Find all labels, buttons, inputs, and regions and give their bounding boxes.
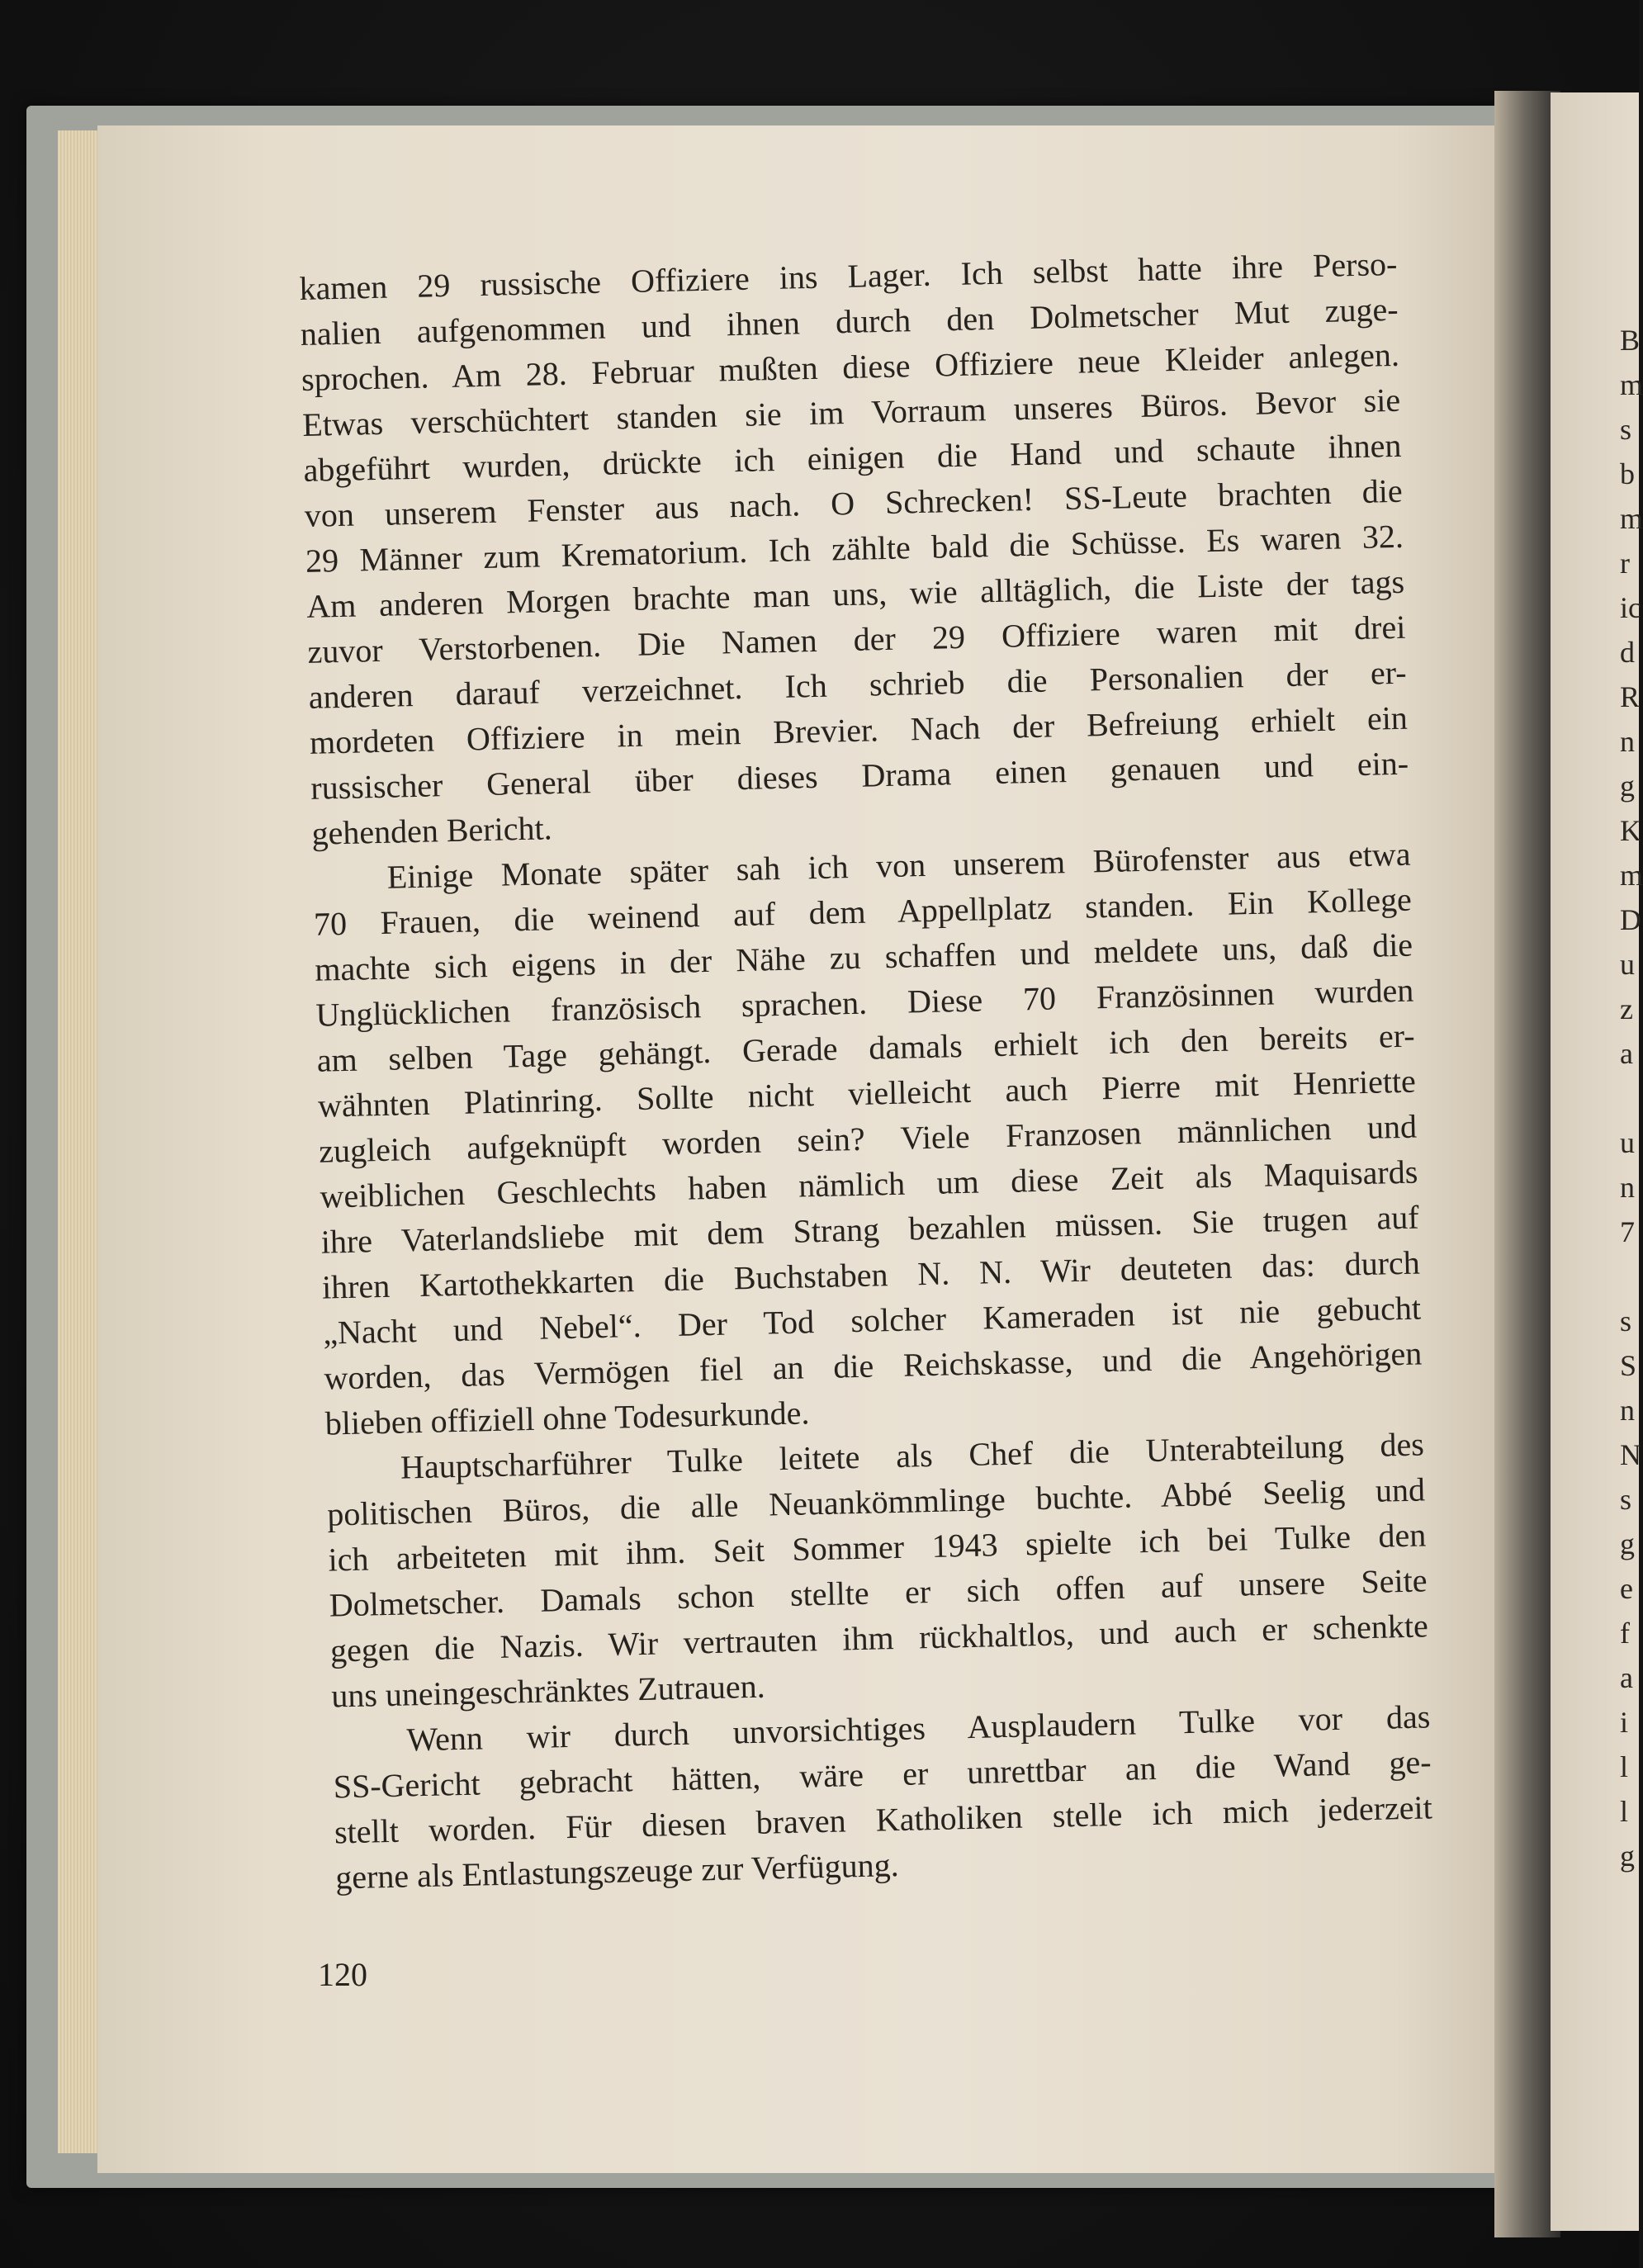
text-line: Hauptscharführer Tulke leitete als Chef die Unterabteilung des: [400, 1425, 1425, 1486]
facing-page-letter: l: [1620, 1750, 1629, 1783]
facing-page-letter: g: [1620, 1839, 1635, 1873]
text-line: zuvor Verstorbenen. Die Namen der 29 Offiziere waren mit drei: [307, 608, 1406, 670]
text-line: machte sich eigens in der Nähe zu schaffen und meldete uns, daß die: [314, 926, 1413, 988]
text-line: politischen Büros, die alle Neuankömmlinge buchte. Abbé Seelig und: [326, 1470, 1426, 1533]
facing-page-letter: B: [1620, 324, 1641, 357]
text-line: Etwas verschüchtert standen sie im Vorraum unseres Büros. Bevor sie: [301, 381, 1401, 443]
facing-page-letter: N: [1620, 1438, 1641, 1471]
text-line: Unglücklichen französisch sprachen. Diese 70 Französinnen wurden: [315, 971, 1414, 1034]
text-line: 29 Männer zum Krematorium. Ich zählte bald die Schüsse. Es waren 32.: [305, 517, 1404, 580]
text-line: Dolmetscher. Damals schon stellte er sich offen auf unsere Seite: [329, 1561, 1428, 1624]
facing-page-letter: m: [1620, 859, 1643, 892]
text-line: Am anderen Morgen brachte man uns, wie alltäglich, die Liste der tags: [305, 562, 1405, 625]
facing-page-letter: R: [1620, 680, 1641, 713]
text-line: ihre Vaterlandsliebe mit dem Strang bezahlen müssen. Sie trugen auf: [320, 1198, 1419, 1261]
facing-page-letter: g: [1620, 769, 1635, 803]
facing-page-letter: n: [1620, 725, 1635, 758]
text-line: wähnten Platinring. Sollte nicht vielleicht auch Pierre mit Henriette: [317, 1062, 1417, 1125]
facing-page-letter: s: [1620, 1483, 1632, 1516]
facing-page-letter: n: [1620, 1394, 1635, 1427]
facing-page-letter: a: [1620, 1661, 1633, 1694]
facing-page-letter: s: [1620, 1304, 1632, 1338]
text-line: kamen 29 russische Offiziere ins Lager. Ich selbst hatte ihre Perso-: [299, 244, 1398, 307]
text-line: weiblichen Geschlechts haben nämlich um diese Zeit als Maquisards: [320, 1153, 1418, 1215]
body-text: [299, 241, 1434, 1901]
facing-page-letter: [1620, 1076, 1639, 1120]
text-line: uns uneingeschränktes Zutrauen.: [330, 1667, 766, 1715]
text-line: anderen darauf verzeichnet. Ich schrieb die Personalien der er-: [308, 653, 1408, 716]
text-line: mordeten Offiziere in mein Brevier. Nach der Befreiung erhielt ein: [309, 698, 1409, 761]
facing-page-letter: e: [1620, 1572, 1633, 1605]
facing-page-letter: d: [1620, 636, 1635, 669]
text-line: blieben offiziell ohne Todesurkunde.: [324, 1394, 810, 1442]
facing-page-letter: ic: [1620, 591, 1641, 624]
text-line: ihren Kartothekkarten die Buchstaben N. N. Wir deuteten das: durch: [321, 1243, 1421, 1306]
text-line: nalien aufgenommen und ihnen durch den Dolmetscher Mut zuge-: [300, 290, 1399, 353]
facing-page-letter: b: [1620, 457, 1635, 490]
text-line: russischer General über dieses Drama einen genauen und ein-: [310, 744, 1409, 807]
text-line: sprochen. Am 28. Februar mußten diese Offiziere neue Kleider anlegen.: [301, 335, 1400, 398]
text-line: stellt worden. Für diesen braven Katholiken stelle ich mich jederzeit: [334, 1788, 1433, 1851]
text-line: worden, das Vermögen fiel an die Reichskasse, und die Angehörigen: [324, 1334, 1423, 1397]
facing-page-letter: i: [1620, 1706, 1629, 1739]
text-line: Einige Monate später sah ich von unserem Bürofenster aus etwa: [386, 835, 1412, 896]
facing-page-letter: s: [1620, 413, 1632, 446]
facing-page-text-fragment: [1620, 318, 1643, 1878]
text-line: „Nacht und Nebel“. Der Tod solcher Kameraden ist nie gebucht: [322, 1289, 1422, 1352]
facing-page-letter: [1620, 1254, 1639, 1299]
facing-page-letter: u: [1620, 1126, 1635, 1159]
facing-page-letter: S: [1620, 1349, 1637, 1382]
facing-page-letter: z: [1620, 992, 1633, 1025]
facing-page-letter: m: [1620, 502, 1643, 535]
text-line: Wenn wir durch unvorsichtiges Ausplaudern Tulke vor das: [406, 1697, 1431, 1759]
facing-page-letter: f: [1620, 1617, 1630, 1650]
text-line: ich arbeiteten mit ihm. Seit Sommer 1943 spielte ich bei Tulke den: [328, 1516, 1427, 1579]
text-line: zugleich aufgeknüpft worden sein? Viele Franzosen männlichen und: [318, 1107, 1418, 1170]
facing-page-letter: m: [1620, 368, 1643, 401]
facing-page-letter: n: [1620, 1171, 1635, 1204]
facing-page-letter: l: [1620, 1795, 1629, 1828]
text-line: abgeführt wurden, drückte ich einigen die Hand und schaute ihnen: [303, 426, 1402, 489]
text-line: von unserem Fenster aus nach. O Schrecken! SS-Leute brachten die: [304, 471, 1404, 534]
facing-page-letter: a: [1620, 1037, 1633, 1070]
text-line: 70 Frauen, die weinend auf dem Appellplatz standen. Ein Kollege: [313, 880, 1413, 943]
facing-page-letter: D: [1620, 903, 1641, 936]
facing-page-letter: 7: [1620, 1215, 1635, 1248]
text-line: gegen die Nazis. Wir vertrauten ihm rückhaltlos, und auch er schenkte: [329, 1607, 1429, 1669]
text-line: gehenden Bericht.: [311, 809, 553, 852]
facing-page-letter: K: [1620, 814, 1641, 847]
facing-page-letter: u: [1620, 948, 1635, 981]
text-line: am selben Tage gehängt. Gerade damals erhielt ich den bereits er-: [316, 1016, 1416, 1079]
facing-page-letter: r: [1620, 547, 1630, 580]
facing-page-letter: g: [1620, 1527, 1635, 1560]
text-line: gerne als Entlastungszeuge zur Verfügung.: [334, 1846, 900, 1896]
text-line: SS-Gericht gebracht hätten, wäre er unrettbar an die Wand ge-: [333, 1743, 1432, 1806]
page-number: 120: [318, 1956, 367, 1993]
